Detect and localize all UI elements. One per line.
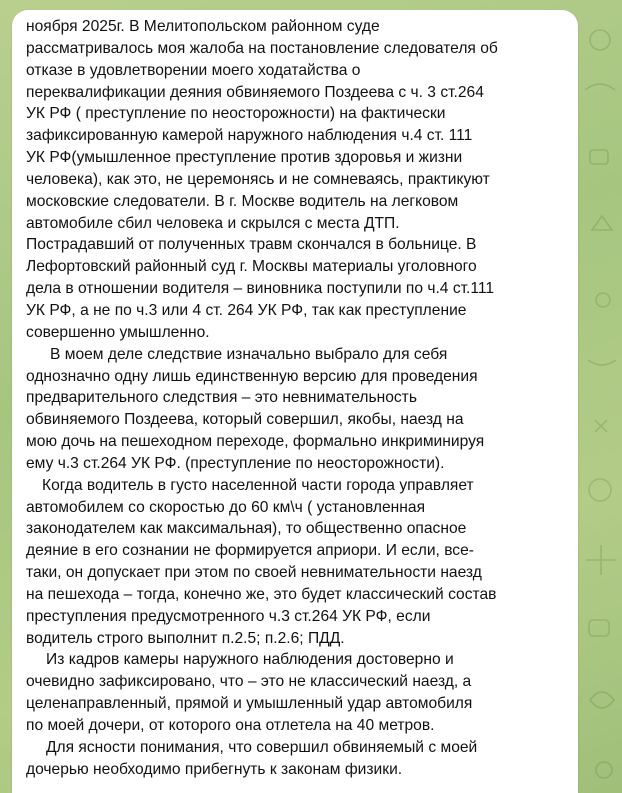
message-line: обвиняемого Поздеева, который совершил, якобы, наезд на	[26, 411, 464, 429]
message-line: Пострадавший от полученных травм скончался в больнице. В	[26, 236, 477, 254]
message-line: целенаправленный, прямой и умышленный удар автомобиля	[26, 695, 473, 713]
message-line: законодателем как максимальная), то общественно опасное	[26, 520, 467, 538]
message-line: очевидно зафиксировано, что – это не классический наезд, а	[26, 673, 472, 691]
message-line: дела в отношении водителя – виновника поступили по ч.4 ст.111	[26, 280, 495, 298]
message-line: на пешехода – тогда, конечно же, это будет классический состав	[26, 585, 497, 603]
message-line: ему ч.3 ст.264 УК РФ. (преступление по неосторожности).	[26, 454, 445, 472]
message-line: переквалификации деяния обвиняемого Поздеева с ч. 3 ст.264	[26, 83, 484, 101]
message-line: человека), как это, не церемонясь и не сомневаясь, практикуют	[26, 170, 490, 188]
message-line: водитель строго выполнит п.2.5; п.2.6; ПДД.	[26, 629, 345, 647]
message-line: преступления предусмотренного ч.3 ст.264 УК РФ, если	[26, 607, 431, 625]
message-line: московские следователи. В г. Москве водитель на легковом	[26, 192, 459, 210]
message-line: Из кадров камеры наружного наблюдения достоверно и	[46, 651, 454, 669]
message-line: зафиксированную камерой наружного наблюдения ч.4 ст. 111	[26, 127, 473, 145]
message-line: таки, он допускает при этом по своей невнимательности наезд	[26, 564, 482, 582]
message-text	[26, 16, 566, 781]
message-line: по моей дочери, от которого она отлетела на 40 метров.	[26, 717, 435, 734]
message-line: отказе в удовлетворении моего ходатайства о	[26, 61, 361, 79]
message-line: УК РФ, а не по ч.3 или 4 ст. 264 УК РФ, так как преступление	[26, 301, 467, 319]
message-bubble[interactable]	[12, 10, 578, 793]
message-line: автомобилем со скоростью до 60 км\ч ( установленная	[26, 498, 426, 516]
message-line: предварительного следствия – это невнимательность	[26, 389, 417, 407]
message-line: автомобиле сбил человека и скрылся с места ДТП.	[26, 214, 400, 232]
message-line: Для ясности понимания, что совершил обвиняемый с моей	[46, 738, 478, 756]
message-line: ноября 2025г. В Мелитопольском районном суде	[26, 18, 380, 35]
message-line: совершенно умышленно.	[26, 323, 210, 341]
message-line: УК РФ ( преступление по неосторожности) на фактически	[26, 105, 446, 123]
message-line: однозначно одну лишь единственную версию для проведения	[26, 367, 478, 385]
message-line: Лефортовский районный суд г. Москвы материалы уголовного	[26, 258, 477, 276]
message-line: В моем деле следствие изначально выбрало для себя	[50, 345, 448, 363]
message-line: деяние в его сознании не формируется априори. И если, все-	[26, 542, 474, 560]
message-line: Когда водитель в густо населенной части города управляет	[42, 476, 474, 494]
message-line: мою дочь на пешеходном переходе, формально инкриминируя	[26, 433, 485, 451]
message-line: дочерью необходимо прибегнуть к законам физики.	[26, 760, 403, 778]
message-line: рассматривалось моя жалоба на постановление следователя об	[26, 39, 498, 57]
message-line: УК РФ(умышленное преступление против здоровья и жизни	[26, 149, 463, 167]
